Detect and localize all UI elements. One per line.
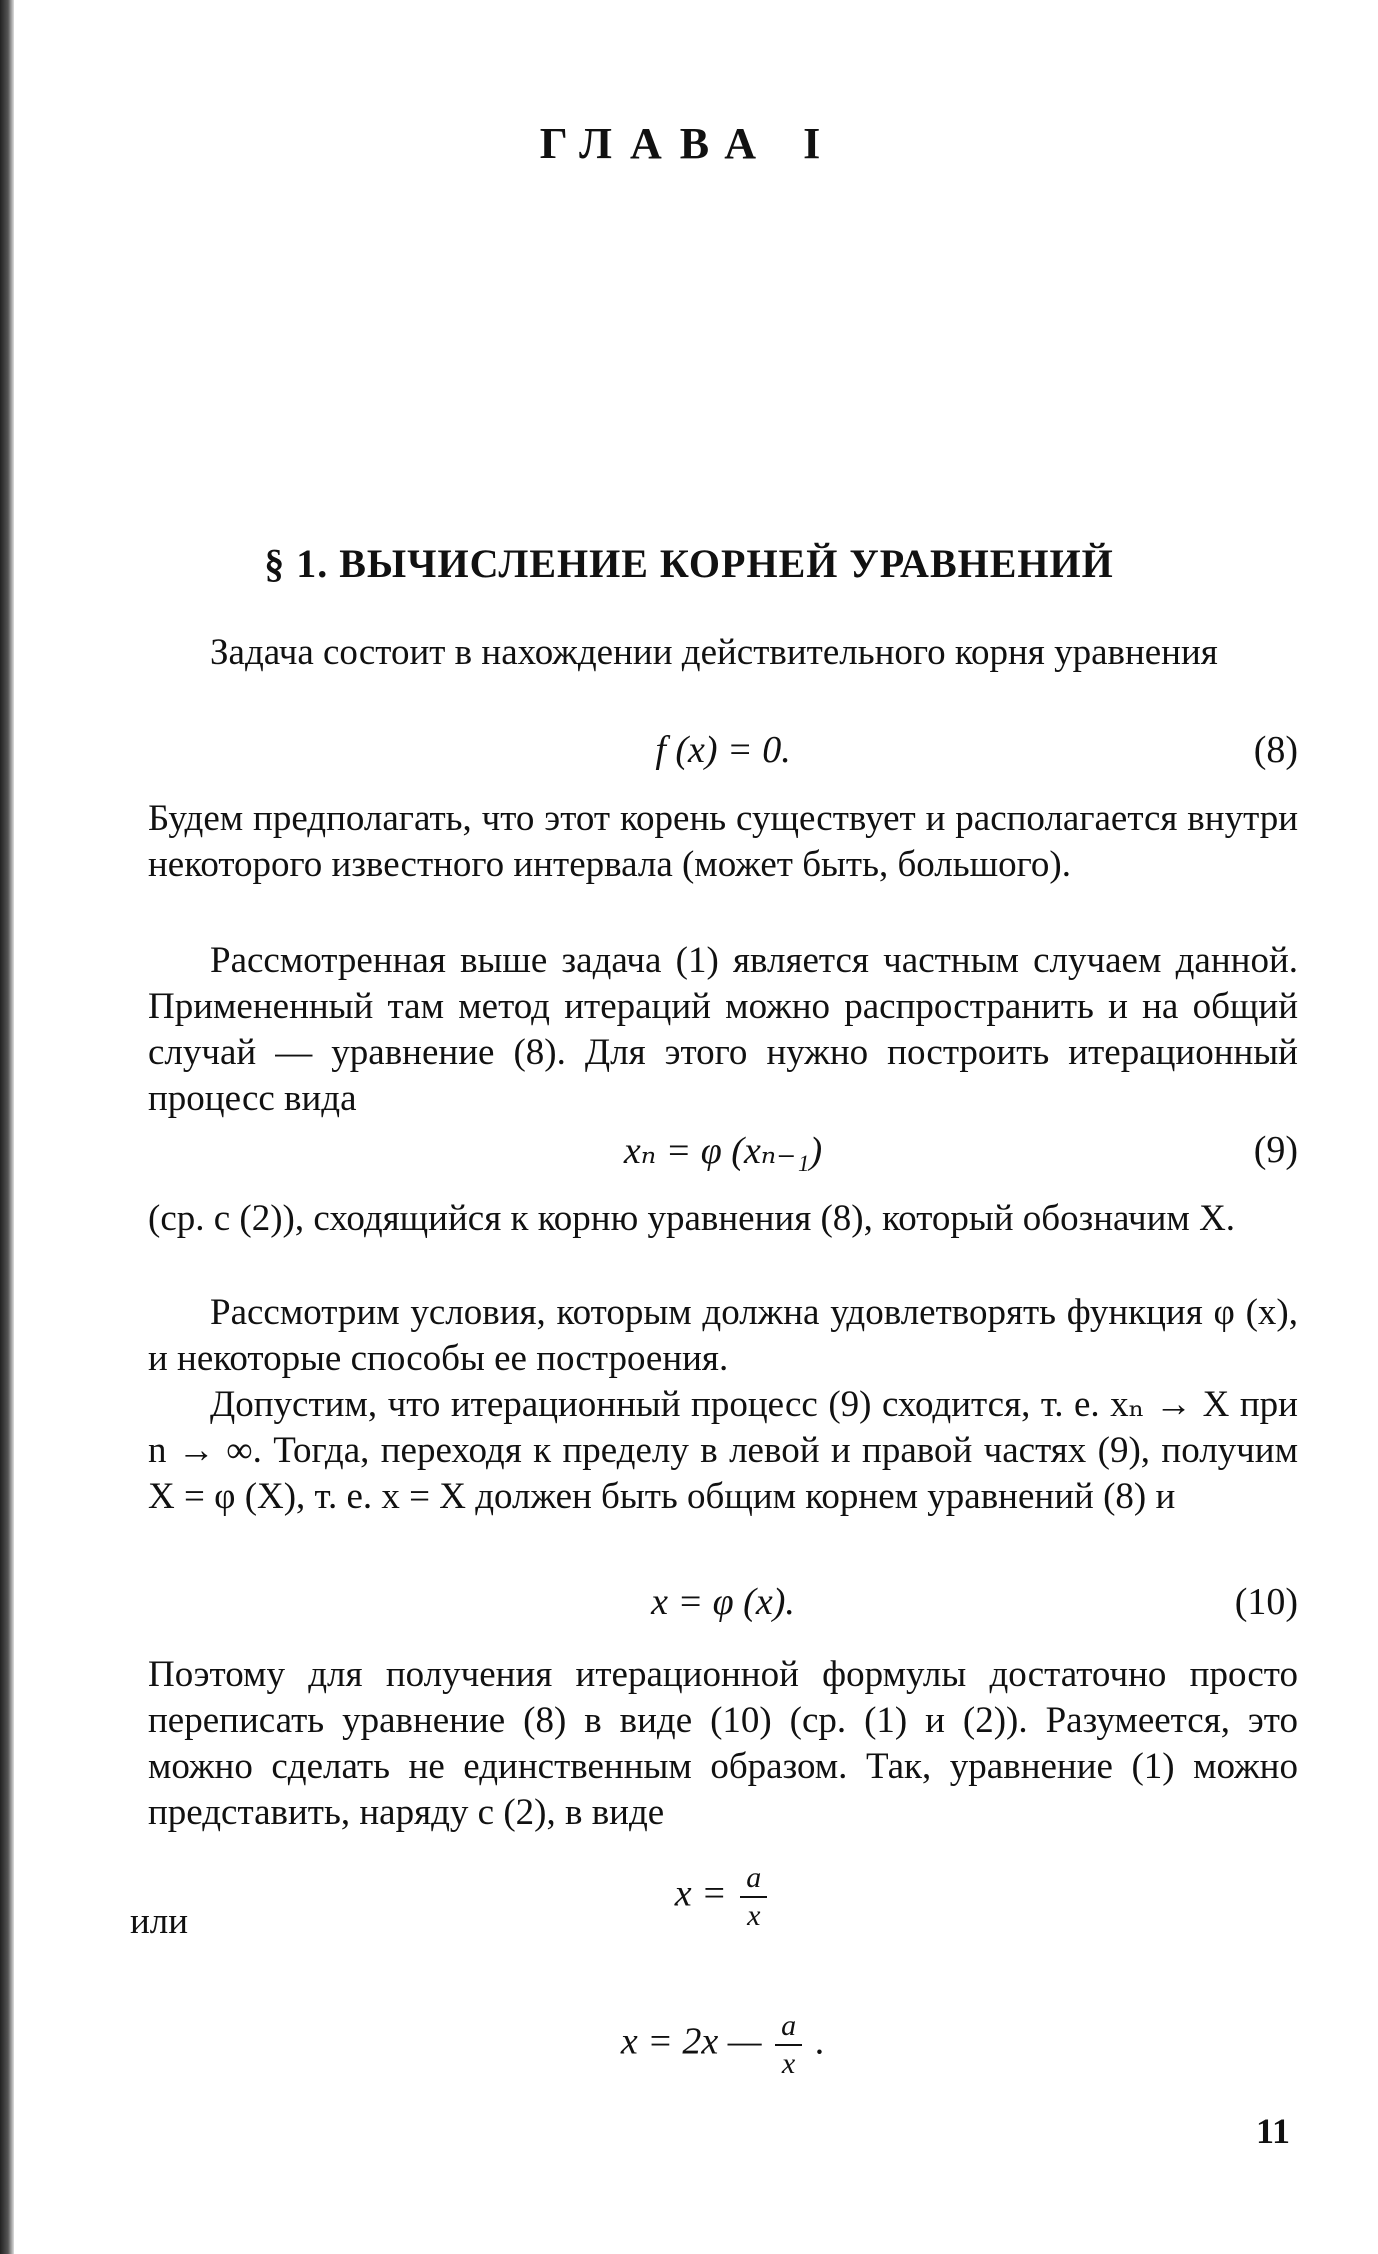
or-word: или: [130, 1901, 189, 1942]
fraction-numerator-2: a: [775, 2008, 802, 2046]
paragraph-2: Будем предполагать, что этот корень существует и располагается внутри некоторого известного интервала (может быть, большого).: [148, 798, 1298, 885]
fraction-a-over-x-2: [775, 2008, 802, 2082]
equation-10-formula: x = φ (x).: [651, 1581, 795, 1623]
book-spine-shadow: [0, 0, 14, 2254]
equation-8-formula: f (x) = 0.: [655, 729, 791, 771]
paragraph-1: Задача состоит в нахождении действительного корня уравнения: [210, 632, 1218, 673]
paragraph-7: Поэтому для получения итерационной формулы достаточно просто переписать уравнение (8) в виде (10) (ср. (1) и (2)). Разумеется, это можно сделать не единственным образом. Так, уравнение (1) можно представить, наряду с (2), в виде: [148, 1654, 1298, 1833]
equation-a-over-x-formula: [148, 1860, 1298, 1934]
equation-a-lhs: x =: [674, 1872, 727, 1915]
equation-b-tail: .: [815, 2020, 826, 2063]
equation-a-over-x: [148, 1860, 1298, 1950]
chapter-heading: ГЛАВА I: [539, 119, 839, 168]
equation-10-number: (10): [1234, 1581, 1298, 1623]
equation-9-formula: xₙ = φ (xₙ₋₁): [623, 1130, 823, 1172]
equation-2x-minus-a-over-x: [148, 2008, 1298, 2098]
equation-9-number: (9): [1253, 1129, 1298, 1171]
fraction-numerator: a: [740, 1860, 767, 1898]
equation-10: [148, 1580, 1298, 1630]
paragraph-3: Рассмотренная выше задача (1) является частным случаем данной. Примененный там метод итераций можно распространить и на общий случай — уравнение (8). Для этого нужно построить итерационный процесс вида: [148, 940, 1298, 1119]
fraction-denominator: x: [747, 1899, 761, 1932]
page-number: 11: [1256, 2111, 1291, 2151]
equation-2x-minus-a-over-x-formula: [148, 2008, 1298, 2082]
equation-8-number: (8): [1253, 729, 1298, 771]
paragraph-4: (ср. с (2)), сходящийся к корню уравнения (8), который обозначим X.: [148, 1198, 1236, 1239]
fraction-denominator-2: x: [781, 2047, 796, 2080]
fraction-a-over-x: [740, 1860, 767, 1934]
equation-9: [148, 1128, 1298, 1178]
section-title: § 1. ВЫЧИСЛЕНИЕ КОРНЕЙ УРАВНЕНИЙ: [264, 541, 1114, 586]
paragraph-6: Допустим, что итерационный процесс (9) сходится, т. е. xₙ → X при n → ∞. Тогда, переходя к пределу в левой и правой частях (9), получим X = φ (X), т. е. x = X должен быть общим корнем уравнений (8) и: [148, 1384, 1298, 1517]
paragraph-5: Рассмотрим условия, которым должна удовлетворять функция φ (x), и некоторые способы ее построения.: [148, 1292, 1298, 1379]
equation-8: [148, 728, 1298, 778]
equation-b-lhs: x = 2x —: [620, 2020, 762, 2063]
